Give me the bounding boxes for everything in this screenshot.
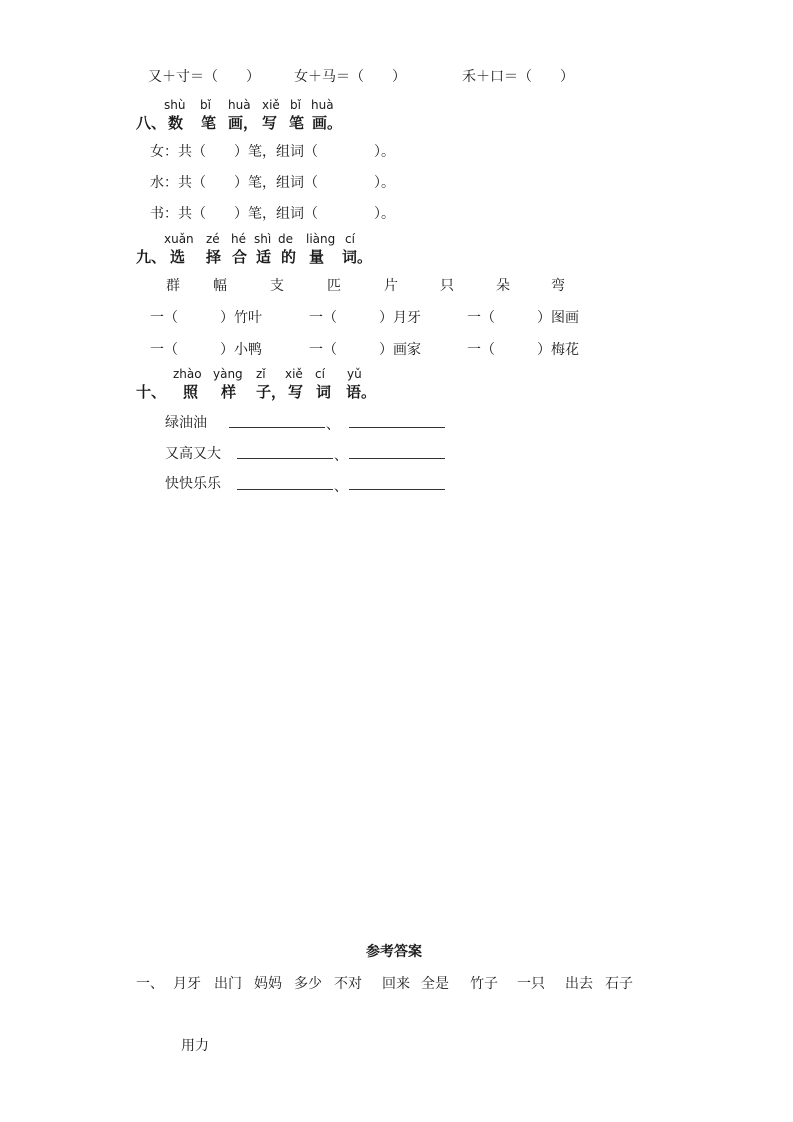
pinyin: bǐ xyxy=(290,98,301,112)
pinyin: xiě xyxy=(285,367,303,381)
stroke-row-1: 女：共（ ）笔，组词（ ）。 xyxy=(150,144,395,160)
answer-word: 出门 xyxy=(214,976,242,992)
compose-item-2: 女＋马＝（ ） xyxy=(294,69,406,85)
fill-row1-item-2: 一（ ）月牙 xyxy=(309,310,421,326)
pinyin: cí xyxy=(345,232,355,246)
heading-character: 量 xyxy=(309,248,325,266)
heading-character: 选 xyxy=(170,248,186,266)
pinyin: shù xyxy=(164,98,186,112)
stroke-row-3: 书：共（ ）笔，组词（ ）。 xyxy=(150,206,395,222)
fill-row2-item-1: 一（ ）小鸭 xyxy=(150,342,262,358)
answer-word: 多少 xyxy=(294,976,322,992)
pinyin: yàng xyxy=(213,367,243,381)
answer-blank[interactable] xyxy=(237,489,333,490)
measure-word: 支 xyxy=(270,278,284,294)
separator: 、 xyxy=(334,448,348,464)
answer-blank[interactable] xyxy=(349,427,445,428)
separator: 、 xyxy=(326,417,340,433)
heading-character: 写 xyxy=(288,383,304,401)
heading-character: 词 xyxy=(316,383,332,401)
answer-word: 妈妈 xyxy=(254,976,282,992)
fill-row1-item-3: 一（ ）图画 xyxy=(467,310,579,326)
compose-item-1: 又＋寸＝（ ） xyxy=(148,69,260,85)
heading-character: 写 xyxy=(262,114,278,132)
answer-blank[interactable] xyxy=(229,427,325,428)
measure-word: 朵 xyxy=(496,278,510,294)
answer-extra: 用力 xyxy=(181,1038,209,1054)
answer-blank[interactable] xyxy=(349,458,445,459)
example-word-3: 快快乐乐 xyxy=(165,476,221,492)
heading-character: 样 xyxy=(221,383,237,401)
stroke-row-2: 水：共（ ）笔，组词（ ）。 xyxy=(150,175,395,191)
fill-row2-item-3: 一（ ）梅花 xyxy=(467,342,579,358)
heading-character: 择 xyxy=(206,248,222,266)
heading-character: 笔 xyxy=(201,114,217,132)
heading-character: 语。 xyxy=(346,383,377,401)
pinyin: zhào xyxy=(173,367,202,381)
pinyin: huà xyxy=(228,98,251,112)
answer-number: 一、 xyxy=(136,976,164,992)
section-9-number: 九、 xyxy=(136,248,167,266)
measure-word: 匹 xyxy=(327,278,341,294)
section-10-number: 十、 xyxy=(136,383,167,401)
measure-word: 幅 xyxy=(213,278,227,294)
answer-word: 全是 xyxy=(421,976,449,992)
measure-word: 只 xyxy=(440,278,454,294)
measure-word: 群 xyxy=(166,278,180,294)
heading-character: 词。 xyxy=(342,248,373,266)
answer-word: 不对 xyxy=(334,976,362,992)
heading-character: 笔 xyxy=(289,114,305,132)
answer-blank[interactable] xyxy=(237,458,333,459)
measure-word: 片 xyxy=(384,278,398,294)
answer-word: 竹子 xyxy=(470,976,498,992)
example-word-1: 绿油油 xyxy=(165,415,207,431)
answer-word: 石子 xyxy=(605,976,633,992)
pinyin: xiě xyxy=(262,98,280,112)
pinyin: hé xyxy=(231,232,246,246)
measure-word: 弯 xyxy=(551,278,565,294)
heading-character: 的 xyxy=(281,248,297,266)
answer-word: 回来 xyxy=(382,976,410,992)
pinyin: huà xyxy=(311,98,334,112)
heading-character: 画， xyxy=(228,114,259,132)
pinyin: zé xyxy=(206,232,220,246)
answer-word: 出去 xyxy=(565,976,593,992)
fill-row1-item-1: 一（ ）竹叶 xyxy=(150,310,262,326)
pinyin: cí xyxy=(315,367,325,381)
heading-character: 照 xyxy=(183,383,199,401)
pinyin: yǔ xyxy=(347,367,362,381)
section-8-number: 八、 xyxy=(136,114,167,132)
answer-word: 月牙 xyxy=(173,976,201,992)
heading-character: 合 xyxy=(232,248,248,266)
pinyin: xuǎn xyxy=(164,232,194,246)
answer-word: 一只 xyxy=(517,976,545,992)
heading-character: 画。 xyxy=(312,114,343,132)
pinyin: bǐ xyxy=(200,98,211,112)
pinyin: liàng xyxy=(306,232,336,246)
fill-row2-item-2: 一（ ）画家 xyxy=(309,342,421,358)
pinyin: shì xyxy=(254,232,272,246)
pinyin: de xyxy=(278,232,293,246)
compose-item-3: 禾＋口＝（ ） xyxy=(462,69,574,85)
answer-title: 参考答案 xyxy=(366,944,422,960)
answer-blank[interactable] xyxy=(349,489,445,490)
heading-character: 数 xyxy=(168,114,184,132)
separator: 、 xyxy=(334,479,348,495)
heading-character: 子， xyxy=(256,383,287,401)
example-word-2: 又高又大 xyxy=(165,446,221,462)
heading-character: 适 xyxy=(256,248,272,266)
pinyin: zǐ xyxy=(256,367,266,381)
